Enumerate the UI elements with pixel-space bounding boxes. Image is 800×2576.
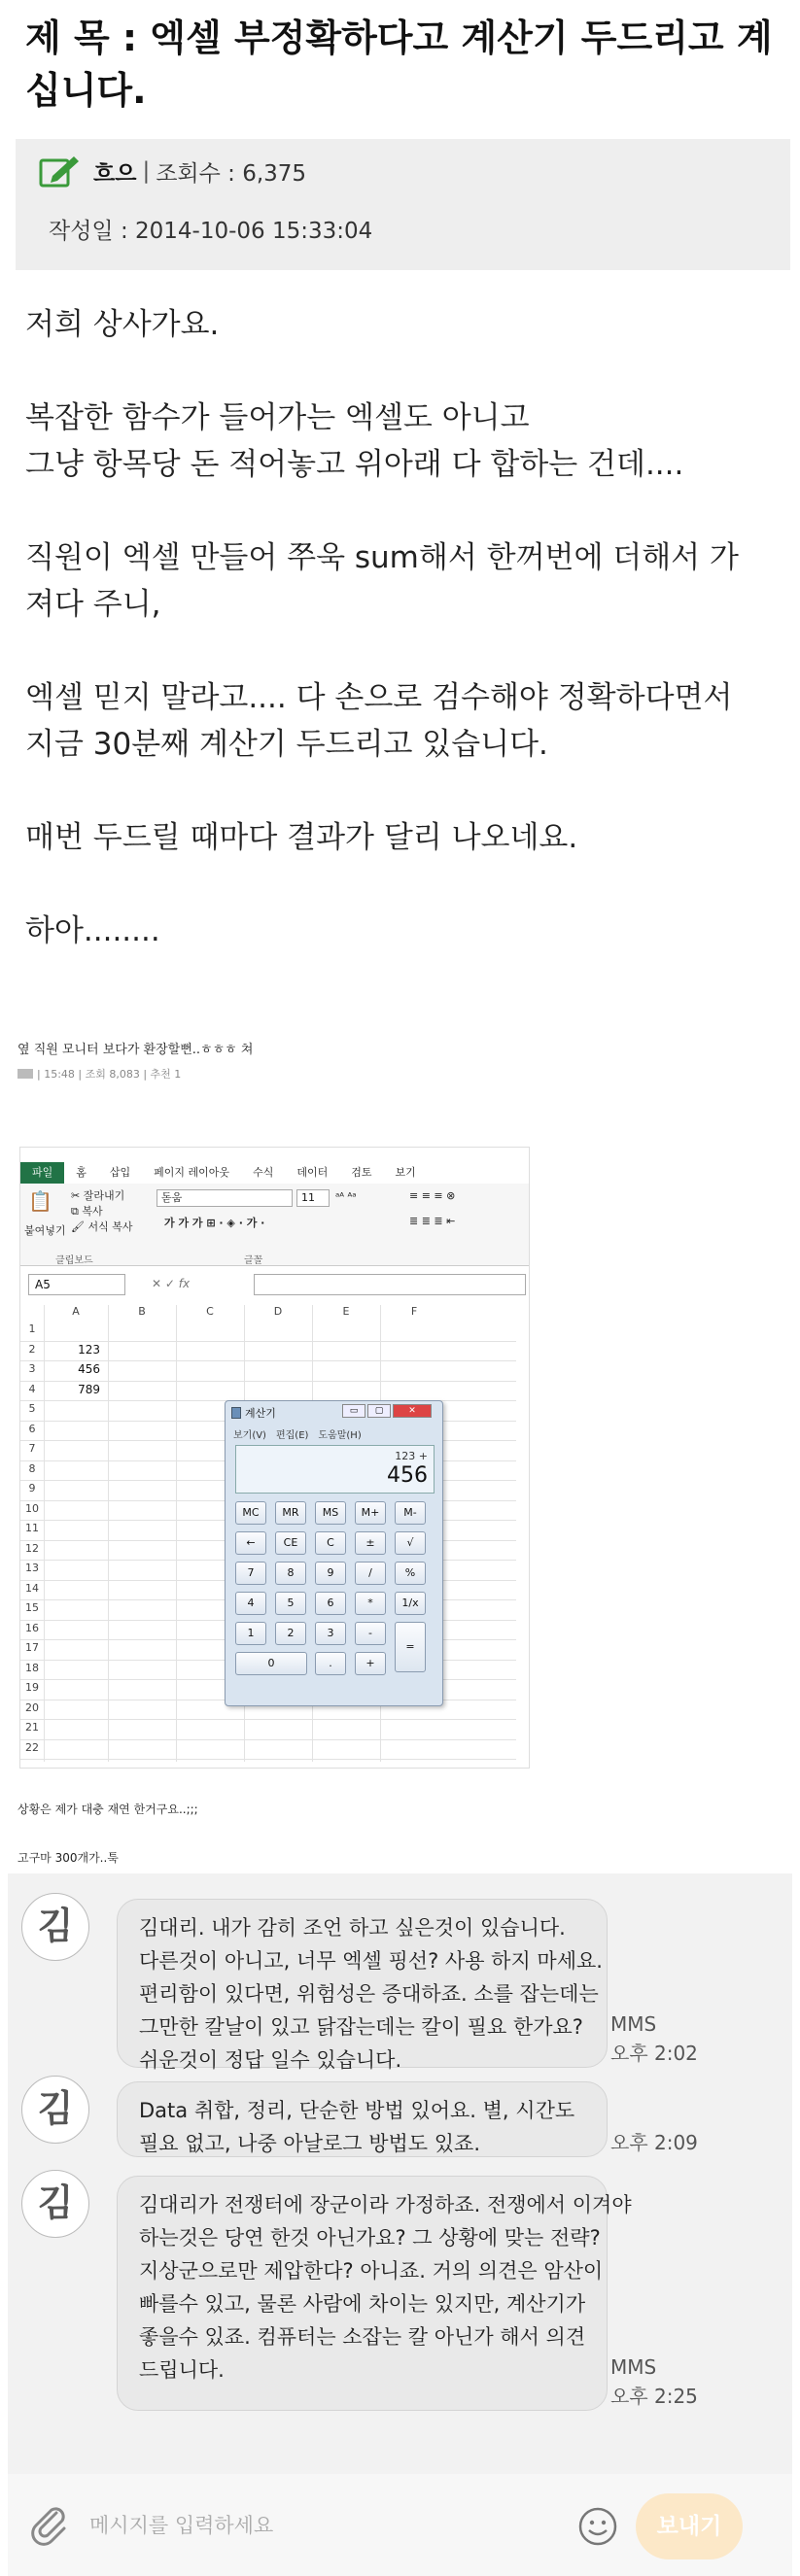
embed-title: 옆 직원 모니터 보다가 환장할뻔..ㅎㅎㅎ 쳐	[17, 1043, 254, 1057]
calculator-icon	[231, 1407, 241, 1419]
clipboard-group-label: 클립보드	[55, 1255, 93, 1266]
cell-value[interactable]: 456	[78, 1362, 100, 1376]
message-line: 김대리. 내가 감히 조언 하고 싶은것이 있습니다.	[139, 1916, 566, 1940]
calculator-menu-item[interactable]: 편집(E)	[275, 1430, 309, 1441]
name-box[interactable]: A5	[28, 1274, 125, 1295]
message-line: 필요 없고, 나중 아날로그 방법도 있죠.	[139, 2132, 481, 2155]
message-line: 하는것은 당연 한것 아닌가요? 그 상황에 맞는 전략?	[139, 2226, 601, 2250]
align-left-icon[interactable]: ≣ ≣ ≣ ⇤	[409, 1215, 456, 1227]
row-header[interactable]: 7	[28, 1442, 36, 1455]
message-bubble[interactable]	[117, 1899, 608, 2072]
row-header[interactable]: 2	[28, 1342, 36, 1356]
ribbon-tab[interactable]: 페이지 레이아웃	[154, 1166, 230, 1179]
message-time: 오후 2:09	[610, 2131, 698, 2154]
calculator-key[interactable]: 6	[315, 1592, 346, 1615]
calculator-key[interactable]: M+	[355, 1501, 386, 1525]
calculator-key[interactable]: +	[355, 1652, 386, 1675]
post-line: 직원이 엑셀 만들어 쭈욱 sum해서 한꺼번에 더해서 가	[25, 540, 739, 575]
row-header[interactable]: 14	[25, 1581, 39, 1595]
calculator-title: 계산기	[231, 1405, 276, 1421]
minimize-icon[interactable]: ▭	[342, 1404, 365, 1418]
row-header[interactable]: 9	[28, 1482, 36, 1494]
grid-line	[44, 1305, 45, 1762]
excel-window	[19, 1147, 530, 1769]
calculator-key[interactable]: 3	[315, 1622, 346, 1645]
post-paragraph	[25, 301, 783, 348]
calculator-key[interactable]: 9	[315, 1562, 346, 1585]
message-line: 드립니다.	[139, 2358, 225, 2382]
grid-line	[20, 1360, 516, 1361]
message-line: 김대리가 전쟁터에 장군이라 가정하죠. 전쟁에서 이겨야	[139, 2193, 632, 2216]
column-header[interactable]: A	[72, 1305, 80, 1318]
chat-screenshot	[8, 1873, 792, 2576]
message-meta	[610, 2353, 698, 2411]
row-header[interactable]: 17	[25, 1641, 39, 1654]
fx-icon[interactable]: ✕ ✓ fx	[152, 1277, 191, 1290]
post-meta-row	[39, 153, 306, 189]
row-header[interactable]: 16	[25, 1621, 39, 1634]
calculator-key[interactable]: √	[395, 1531, 426, 1555]
message-meta	[610, 2128, 698, 2157]
row-header[interactable]: 8	[28, 1461, 36, 1475]
post-paragraph	[25, 674, 783, 768]
post-line: 엑셀 믿지 말라고.... 다 손으로 검수해야 정확하다면서	[25, 680, 733, 715]
calculator-value: 456	[387, 1463, 428, 1488]
emoji-icon[interactable]	[577, 2506, 618, 2547]
calculator-key[interactable]: MR	[275, 1501, 306, 1525]
formula-input[interactable]	[254, 1274, 526, 1295]
sender-avatar[interactable]: 김	[21, 2170, 89, 2238]
post-line: 복잡한 함수가 들어가는 엑셀도 아니고	[25, 400, 530, 435]
post-line: 지금 30분째 계산기 두드리고 있습니다.	[25, 727, 548, 762]
column-header[interactable]: F	[410, 1305, 418, 1318]
embed-note: 상황은 제가 대충 재연 한거구요..;;;	[17, 1803, 198, 1816]
post-title: 제 목 : 엑셀 부정확하다고 계산기 두드리고 계십니다.	[25, 17, 773, 112]
calculator-key[interactable]: 7	[235, 1562, 266, 1585]
calculator-key[interactable]: 5	[275, 1592, 306, 1615]
calculator-key[interactable]: 8	[275, 1562, 306, 1585]
message-bubble[interactable]	[117, 2081, 608, 2157]
meta-separator: |	[142, 158, 151, 184]
calculator-menu-item[interactable]: 보기(V)	[233, 1430, 266, 1441]
calculator-key[interactable]: 1/x	[395, 1592, 426, 1615]
ribbon-tab[interactable]: 보기	[395, 1166, 416, 1179]
row-header[interactable]: 19	[25, 1681, 39, 1694]
message-line: 편리함이 있다면, 위험성은 증대하죠. 소를 잡는데는	[139, 1982, 599, 2006]
embed-meta	[17, 1066, 181, 1082]
message-line: Data 취합, 정리, 단순한 방법 있어요. 별, 시간도	[139, 2099, 575, 2122]
calculator-key[interactable]: =	[395, 1622, 426, 1672]
maximize-icon[interactable]: ▢	[367, 1404, 391, 1418]
post-paragraph	[25, 534, 783, 628]
calculator-window	[225, 1400, 443, 1706]
ribbon-tabs	[20, 1162, 529, 1184]
attachment-icon[interactable]	[27, 2503, 70, 2546]
calculator-menu-item[interactable]: 도움말(H)	[318, 1430, 362, 1441]
font-group-label: 글꼴	[244, 1255, 263, 1266]
message-bubble[interactable]	[117, 2176, 632, 2411]
message-line: 다른것이 아니고, 너무 엑셀 핑선? 사용 하지 마세요.	[139, 1949, 603, 1973]
grid-line	[20, 1341, 516, 1342]
grid-line	[20, 1739, 516, 1740]
post-paragraph	[25, 814, 783, 861]
cut-button[interactable]: ✂ 잘라내기	[71, 1189, 125, 1202]
embed-note: 고구마 300개가..툭	[17, 1851, 119, 1865]
formula-bar	[20, 1274, 529, 1297]
calculator-key[interactable]: ±	[355, 1531, 386, 1555]
calculator-key[interactable]: M-	[395, 1501, 426, 1525]
message-input[interactable]: 메시지를 입력하세요	[89, 2514, 274, 2537]
calculator-key[interactable]: /	[355, 1562, 386, 1585]
post-line: 저희 상사가요.	[25, 307, 220, 342]
ribbon-tab[interactable]: 수식	[253, 1166, 274, 1179]
ribbon-tab[interactable]: 데이터	[296, 1166, 329, 1179]
row-header[interactable]: 18	[25, 1661, 39, 1674]
post-line: 져다 주니,	[25, 587, 161, 622]
calculator-key[interactable]: CE	[275, 1531, 306, 1555]
calculator-expression: 123 +	[395, 1450, 428, 1462]
embedded-screenshot	[17, 1035, 535, 1865]
send-button[interactable]: 보내기	[636, 2493, 743, 2559]
author-name[interactable]: 흐으	[93, 160, 137, 187]
bold-icon[interactable]: 가 가 가 ⊞ · ◈ · 가 ·	[164, 1217, 265, 1229]
cell-value[interactable]: 789	[78, 1382, 100, 1396]
paste-icon[interactable]: 📋	[28, 1189, 52, 1213]
row-header[interactable]: 10	[25, 1501, 39, 1515]
row-header[interactable]: 12	[25, 1541, 39, 1555]
sender-avatar[interactable]: 김	[21, 2076, 89, 2144]
ribbon-tab[interactable]: 파일	[20, 1162, 64, 1184]
ribbon-tab[interactable]: 검토	[351, 1166, 372, 1179]
row-header[interactable]: 22	[25, 1740, 39, 1754]
calculator-key[interactable]: 4	[235, 1592, 266, 1615]
message-line: 지상군으로만 제압한다? 아니죠. 거의 의견은 암산이	[139, 2259, 604, 2283]
ribbon-tab[interactable]: 삽입	[109, 1166, 131, 1179]
post-meta-box	[16, 139, 790, 270]
row-header[interactable]: 11	[25, 1522, 39, 1534]
post-line: 매번 두드릴 때마다 결과가 달리 나오네요.	[25, 820, 578, 855]
grid-line	[20, 1719, 516, 1720]
post-line: 그냥 항목당 돈 적어놓고 위아래 다 합하는 건데....	[25, 447, 684, 482]
column-header[interactable]: E	[342, 1305, 350, 1318]
calculator-key[interactable]: C	[315, 1531, 346, 1555]
row-header[interactable]: 6	[28, 1422, 36, 1435]
paste-button[interactable]: 붙여넣기	[24, 1224, 66, 1237]
row-header[interactable]: 3	[28, 1362, 36, 1375]
grow-font-icon[interactable]: ᵃᴬ ᴬᵃ	[335, 1190, 357, 1203]
view-count: 조회수 : 6,375	[156, 160, 307, 187]
message-type: MMS	[610, 2355, 657, 2379]
calculator-key[interactable]: %	[395, 1562, 426, 1585]
edit-icon	[39, 153, 82, 189]
grid-line	[20, 1381, 516, 1382]
post-date: 작성일 : 2014-10-06 15:33:04	[49, 219, 373, 244]
message-line: 쉬운것이 정답 일수 있습니다.	[139, 2048, 402, 2072]
message-time: 오후 2:02	[610, 2042, 698, 2065]
ribbon	[20, 1184, 529, 1266]
message-time: 오후 2:25	[610, 2385, 698, 2408]
calculator-key[interactable]: ←	[235, 1531, 266, 1555]
message-compose-bar	[8, 2474, 792, 2576]
calculator-key[interactable]: 1	[235, 1622, 266, 1645]
copy-button[interactable]: ⧉ 복사	[71, 1205, 103, 1218]
format-painter-button[interactable]: 🖌 서식 복사	[71, 1220, 133, 1233]
post-paragraph	[25, 395, 783, 488]
calculator-menu	[233, 1426, 362, 1441]
calculator-key[interactable]: .	[315, 1652, 346, 1675]
close-icon[interactable]: ✕	[393, 1404, 432, 1418]
cell-value[interactable]: 123	[78, 1342, 100, 1357]
message-line: 빠를수 있고, 물론 사람에 차이는 있지만, 계산기가	[139, 2292, 586, 2316]
ribbon-tab[interactable]: 홈	[76, 1166, 87, 1179]
column-header[interactable]: D	[273, 1305, 283, 1318]
post-body	[25, 301, 783, 954]
embed-avatar	[17, 1069, 33, 1079]
message-line: 좋을수 있죠. 컴퓨터는 소잡는 칼 아닌가 해서 의견	[139, 2325, 586, 2349]
calculator-key[interactable]: *	[355, 1592, 386, 1615]
align-top-icon[interactable]: ≡ ≡ ≡ ⊗	[409, 1189, 456, 1202]
calculator-display	[235, 1445, 435, 1494]
column-header[interactable]: C	[206, 1305, 214, 1318]
calculator-key[interactable]: MS	[315, 1501, 346, 1525]
row-header[interactable]: 20	[25, 1700, 39, 1714]
post-paragraph	[25, 908, 783, 954]
font-name-select[interactable]: 돋움	[157, 1189, 293, 1207]
grid-line	[20, 1759, 516, 1760]
calculator-key[interactable]: 2	[275, 1622, 306, 1645]
sender-avatar[interactable]: 김	[21, 1893, 89, 1961]
column-header[interactable]: B	[138, 1305, 146, 1318]
row-header[interactable]: 21	[25, 1721, 39, 1734]
message-line: 그만한 칼날이 있고 닭잡는데는 칼이 필요 한가요?	[139, 2015, 583, 2039]
grid-line	[108, 1305, 109, 1762]
message-type: MMS	[610, 2012, 657, 2036]
embed-meta-text: | 15:48 | 조회 8,083 | 추천 1	[37, 1068, 182, 1081]
row-header[interactable]: 5	[28, 1402, 36, 1415]
calculator-key[interactable]: MC	[235, 1501, 266, 1525]
calculator-key[interactable]: 0	[235, 1652, 307, 1675]
message-meta	[610, 2009, 698, 2068]
row-header[interactable]: 1	[28, 1322, 36, 1335]
calculator-key[interactable]: -	[355, 1622, 386, 1645]
grid-line	[176, 1305, 177, 1762]
row-header[interactable]: 13	[25, 1562, 39, 1574]
row-header[interactable]: 15	[25, 1601, 39, 1614]
row-header[interactable]: 4	[28, 1382, 36, 1395]
post-line: 하아........	[25, 913, 160, 948]
font-size-select[interactable]: 11	[296, 1189, 330, 1207]
